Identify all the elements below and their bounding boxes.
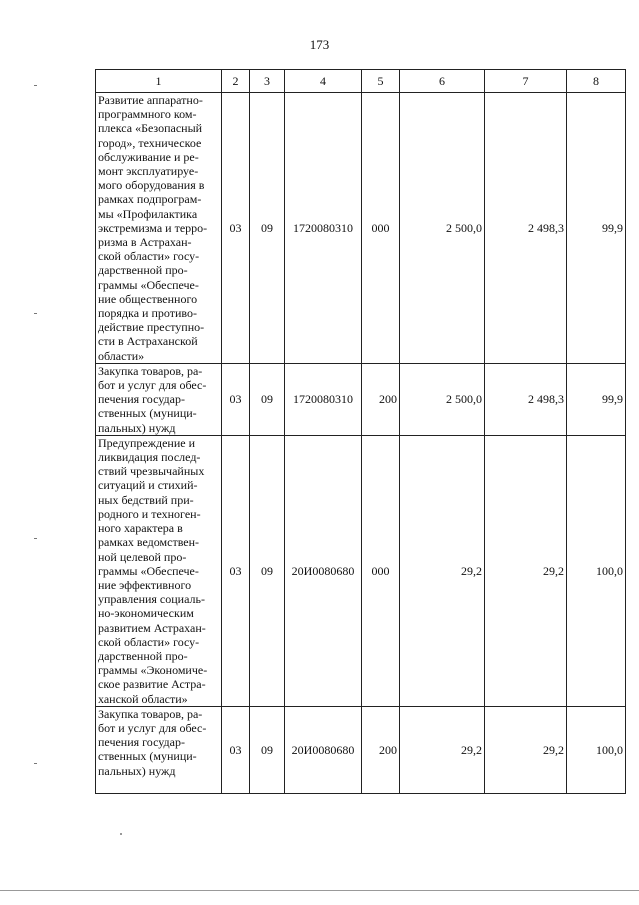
planned-amount: 2 500,0 [400, 93, 485, 364]
description-line: дарственной про- [98, 263, 188, 278]
description-line: родного и техноген- [98, 506, 201, 521]
description-line: ственных (муници- [98, 749, 197, 764]
description-line: развитием Астрахан- [98, 620, 206, 635]
executed-amount: 29,2 [485, 706, 567, 793]
description-line: ной целевой про- [98, 549, 187, 564]
execution-percent: 100,0 [567, 706, 626, 793]
executed-amount: 2 498,3 [485, 93, 567, 364]
expense-type-code: 000 [362, 93, 400, 364]
scan-mark [34, 538, 37, 539]
description-line: ликвидация послед- [98, 450, 201, 465]
description-line: действие преступно- [98, 320, 205, 335]
description-line: граммы «Обеспече- [98, 563, 199, 578]
expense-type-code: 000 [362, 435, 400, 706]
subsection-code: 09 [250, 435, 285, 706]
description-line: город», техническое [98, 135, 202, 150]
page-bottom-rule [0, 890, 639, 891]
section-code: 03 [222, 706, 250, 793]
row-description [96, 435, 222, 706]
description-line: обслуживание и ре- [98, 149, 199, 164]
table-row [96, 93, 626, 364]
description-line: мого оборудования в [98, 178, 205, 193]
table-row [96, 435, 626, 706]
executed-amount: 2 498,3 [485, 363, 567, 435]
description-line: ствий чрезвычайных [98, 464, 205, 479]
subsection-code: 09 [250, 93, 285, 364]
description-line: управления социаль- [98, 592, 205, 607]
description-line: пальных) нужд [98, 763, 176, 778]
description-line: ризма в Астрахан- [98, 235, 192, 250]
header-col-3: 3 [250, 70, 285, 93]
description-line: плекса «Безопасный [98, 121, 203, 136]
description-line: ской области» госу- [98, 634, 200, 649]
description-line: сти в Астраханской [98, 334, 198, 349]
description-line: рамках ведомствен- [98, 535, 200, 550]
description-line: ние общественного [98, 291, 198, 306]
expense-type-code: 200 [362, 363, 400, 435]
table-row [96, 363, 626, 435]
row-description [96, 93, 222, 364]
description-line: порядка и противо- [98, 306, 197, 321]
description-line: ситуаций и стихий- [98, 478, 198, 493]
description-line: монт эксплуатируе- [98, 164, 199, 179]
description-line: но-экономическим [98, 606, 194, 621]
description-line: граммы «Экономиче- [98, 663, 208, 678]
target-article-code: 1720080310 [285, 363, 362, 435]
description-line: бот и услуг для обес- [98, 720, 207, 735]
execution-percent: 100,0 [567, 435, 626, 706]
header-col-7: 7 [485, 70, 567, 93]
header-col-6: 6 [400, 70, 485, 93]
subsection-code: 09 [250, 363, 285, 435]
table-row [96, 706, 626, 793]
description-line: Предупреждение и [98, 435, 196, 450]
description-line: Развитие аппаратно- [98, 93, 203, 107]
execution-percent: 99,9 [567, 93, 626, 364]
budget-table [95, 69, 626, 794]
description-line: бот и услуг для обес- [98, 378, 207, 393]
description-line: Закупка товаров, ра- [98, 363, 203, 378]
subsection-code: 09 [250, 706, 285, 793]
description-line: области» [98, 348, 145, 363]
header-col-2: 2 [222, 70, 250, 93]
description-line: программного ком- [98, 107, 197, 122]
executed-amount: 29,2 [485, 435, 567, 706]
header-col-5: 5 [362, 70, 400, 93]
section-code: 03 [222, 363, 250, 435]
section-code: 03 [222, 93, 250, 364]
expense-type-code: 200 [362, 706, 400, 793]
planned-amount: 29,2 [400, 435, 485, 706]
description-line: ных бедствий при- [98, 492, 194, 507]
description-line: ного характера в [98, 521, 183, 536]
header-row [96, 70, 626, 93]
description-line: ское развитие Астра- [98, 677, 206, 692]
header-col-1: 1 [96, 70, 222, 93]
description-line: печения государ- [98, 392, 185, 407]
scan-mark [34, 85, 37, 86]
scan-mark [34, 763, 37, 764]
description-line: пальных) нужд [98, 420, 176, 435]
description-line: ханской области» [98, 691, 188, 706]
target-article-code: 1720080310 [285, 93, 362, 364]
header-col-8: 8 [567, 70, 626, 93]
target-article-code: 20И0080680 [285, 435, 362, 706]
description-line: ние эффективного [98, 577, 192, 592]
description-line: ской области» госу- [98, 249, 200, 264]
description-line: дарственной про- [98, 648, 188, 663]
description-line: экстремизма и терро- [98, 220, 208, 235]
row-description [96, 706, 222, 793]
target-article-code: 20И0080680 [285, 706, 362, 793]
page-number: 173 [309, 37, 330, 52]
description-line: мы «Профилактика [98, 206, 198, 221]
description-line: Закупка товаров, ра- [98, 706, 203, 721]
description-line: рамках подпрограм- [98, 192, 202, 207]
planned-amount: 2 500,0 [400, 363, 485, 435]
description-line: ственных (муници- [98, 406, 197, 421]
description-line: граммы «Обеспече- [98, 277, 199, 292]
row-description [96, 363, 222, 435]
scan-mark [34, 313, 37, 314]
scan-mark [120, 833, 122, 835]
description-line: печения государ- [98, 735, 185, 750]
planned-amount: 29,2 [400, 706, 485, 793]
execution-percent: 99,9 [567, 363, 626, 435]
section-code: 03 [222, 435, 250, 706]
header-col-4: 4 [285, 70, 362, 93]
